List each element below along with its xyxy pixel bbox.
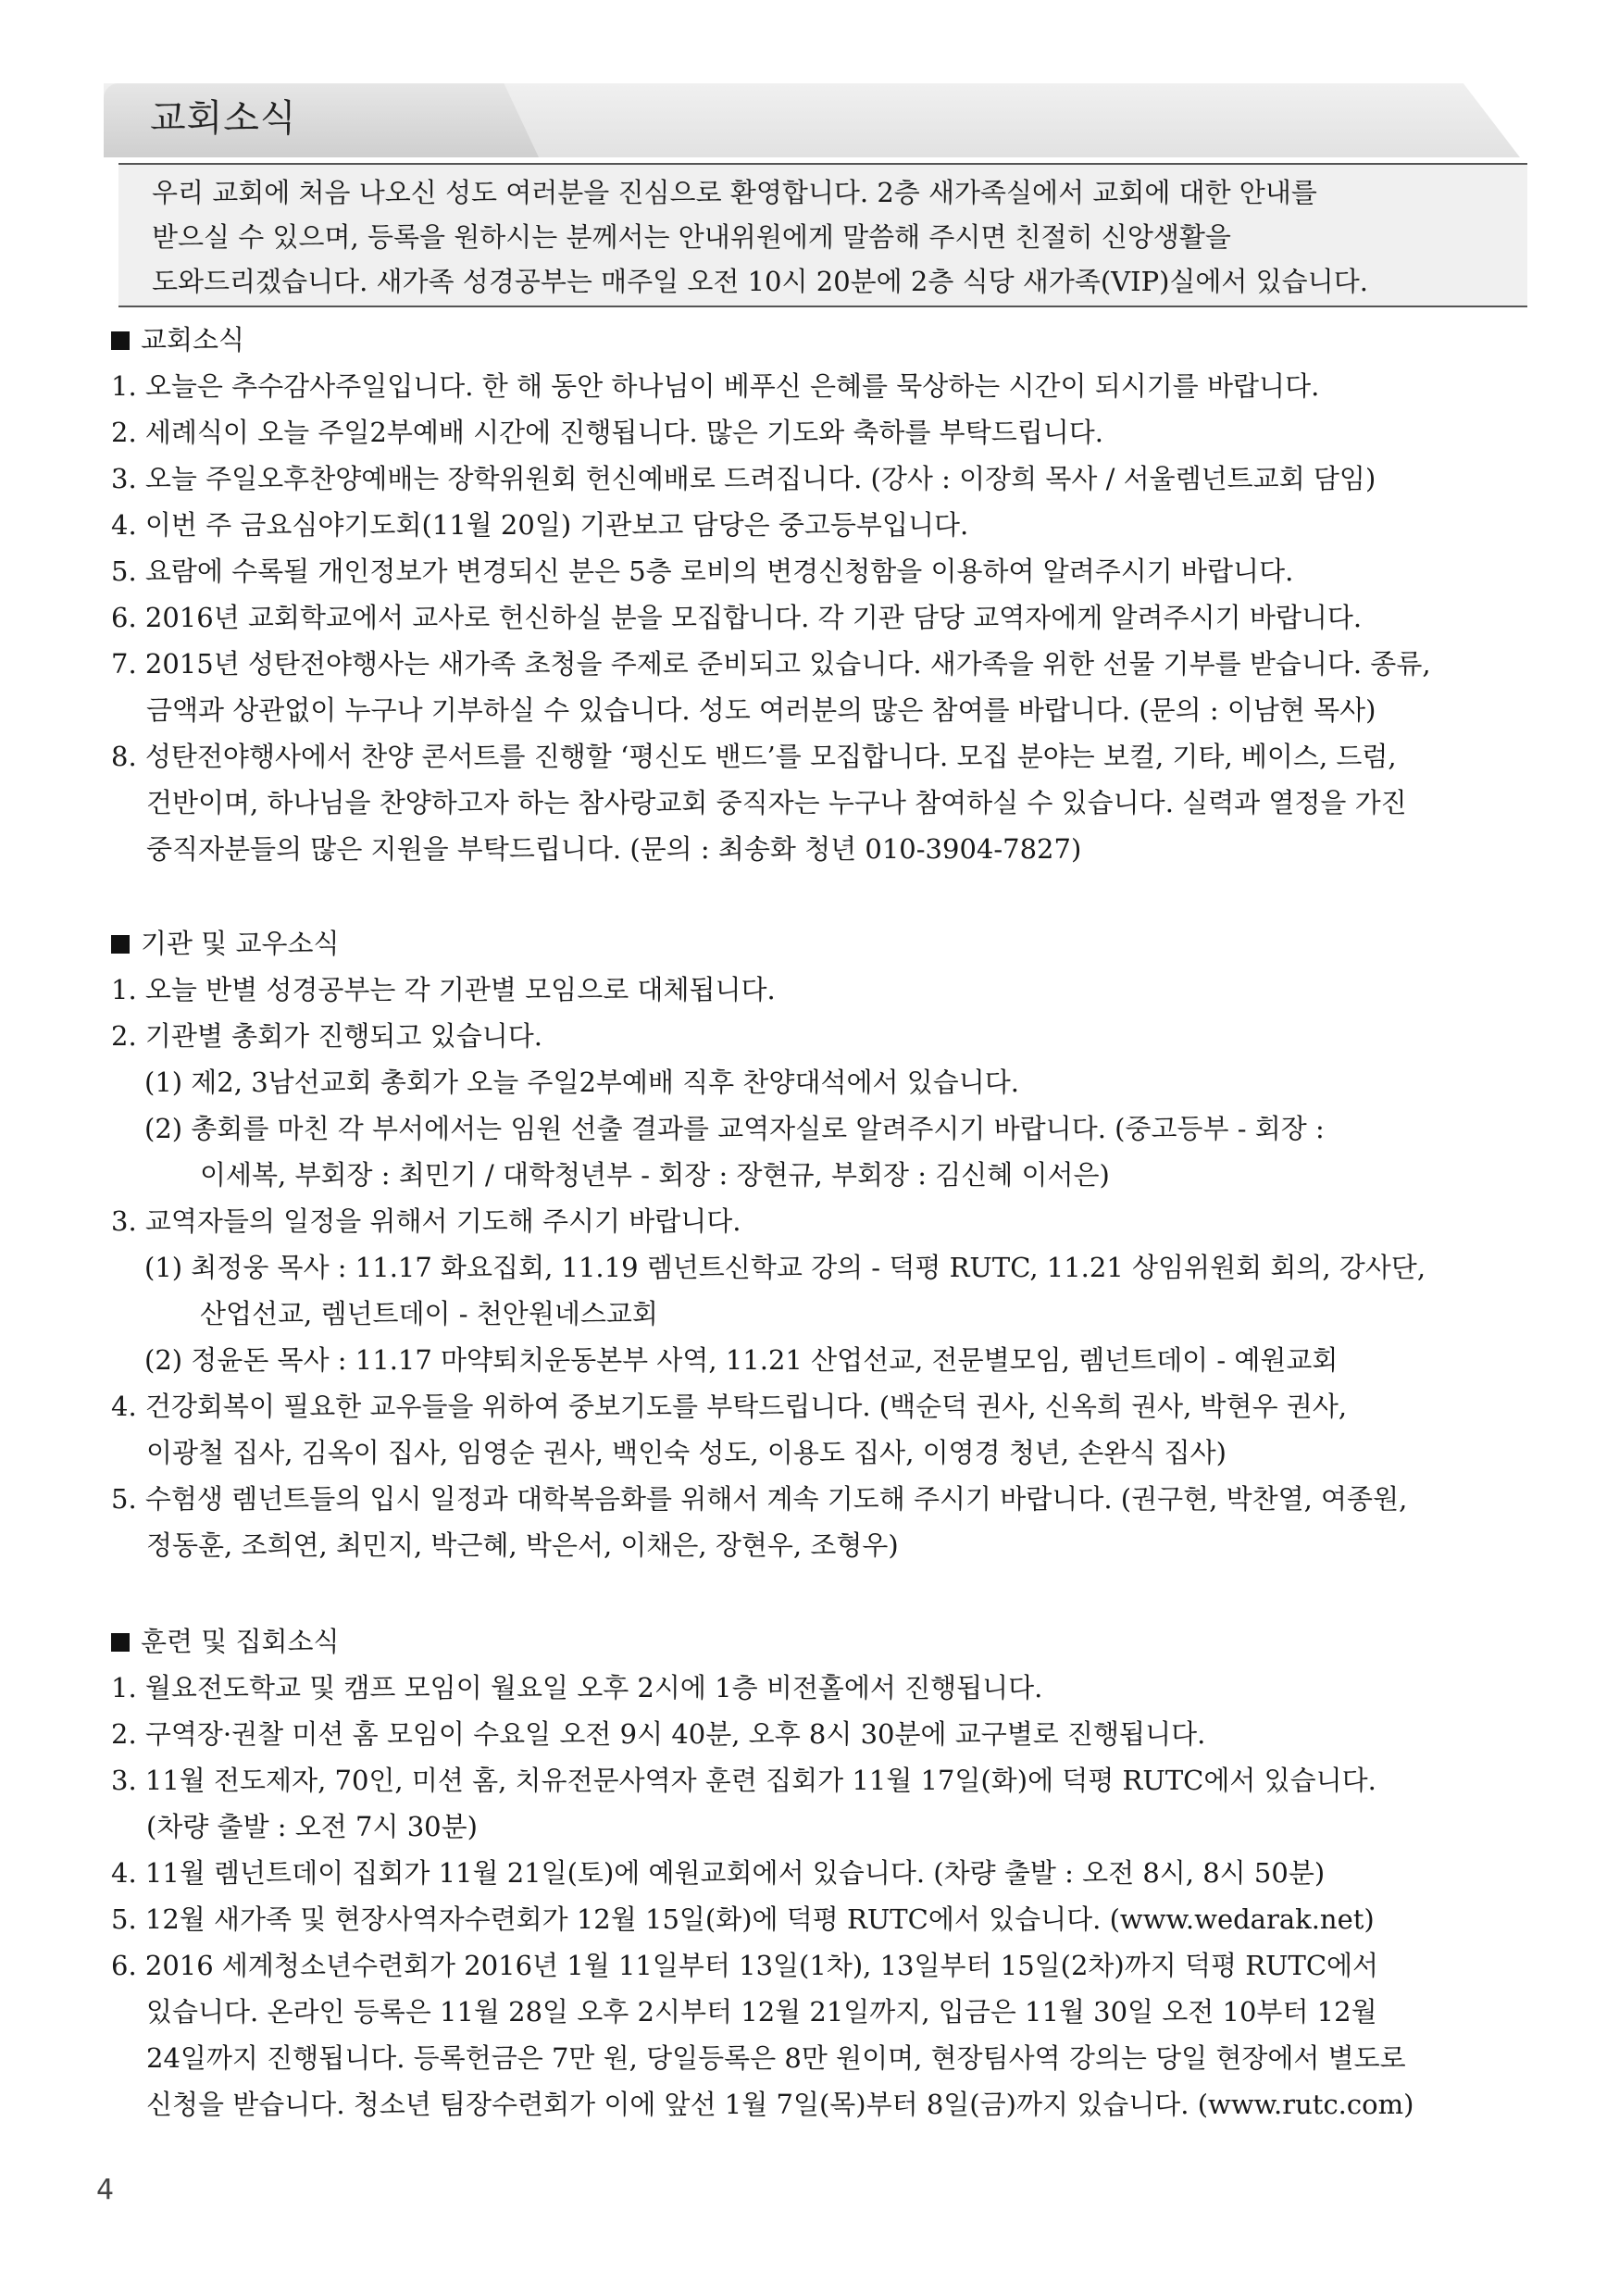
list-item: 4. 건강회복이 필요한 교우들을 위하여 중보기도를 부탁드립니다. (백순덕 권사, 신옥희 권사, 박현우 권사, [111,1391,1348,1422]
list-item: 2. 세례식이 오늘 주일2부예배 시간에 진행됩니다. 많은 기도와 축하를 부탁드립니다. [111,417,1103,448]
section-heading-department-news [111,920,1518,967]
list-item: 5. 요람에 수록될 개인정보가 변경되신 분은 5층 로비의 변경신청함을 이용하여 알려주시기 바랍니다. [111,555,1294,587]
list-item: 6. 2016년 교회학교에서 교사로 헌신하실 분을 모집합니다. 각 기관 담당 교역자에게 알려주시기 바랍니다. [111,602,1363,633]
section-spacer [111,872,1518,920]
intro-text [152,170,1522,304]
list-item: 5. 12월 새가족 및 현장사역자수련회가 12월 15일(화)에 덕평 RUTC에서 있습니다. (www.wedarak.net) [111,1903,1375,1935]
main-content [111,317,1518,2128]
page-title: 교회소식 [150,97,297,140]
sub-list-item: (2) 정윤돈 목사 : 11.17 마약퇴치운동본부 사역, 11.21 산업선교, 전문별모임, 렘넌트데이 - 예원교회 [144,1344,1339,1376]
list-item: 1. 월요전도학교 및 캠프 모임이 월요일 오후 2시에 1층 비전홀에서 진행됩니다. [111,1672,1043,1703]
black-square-bullet-icon [111,935,130,954]
intro-line: 도와드리겠습니다. 새가족 성경공부는 매주일 오전 10시 20분에 2층 식당 새가족(VIP)실에서 있습니다. [152,266,1368,297]
list-item-continuation: 있습니다. 온라인 등록은 11월 28일 오후 2시부터 12월 21일까지, 입금은 11월 30일 오전 10부터 12월 [146,1996,1377,2028]
section-title: 훈련 및 집회소식 [141,1626,340,1657]
list-item: 1. 오늘은 추수감사주일입니다. 한 해 동안 하나님이 베푸신 은혜를 묵상하는 시간이 되시기를 바랍니다. [111,370,1320,402]
list-item: 2. 구역장·권찰 미션 홈 모임이 수요일 오전 9시 40분, 오후 8시 30분에 교구별로 진행됩니다. [111,1718,1206,1750]
section-title: 교회소식 [141,324,245,356]
list-item: 1. 오늘 반별 성경공부는 각 기관별 모임으로 대체됩니다. [111,974,776,1005]
sub-list-item: (1) 최정웅 목사 : 11.17 화요집회, 11.19 렘넌트신학교 강의 - 덕평 RUTC, 11.21 상임위원회 회의, 강사단, [144,1252,1426,1283]
list-item: 3. 교역자들의 일정을 위해서 기도해 주시기 바랍니다. [111,1205,741,1237]
list-item-continuation: 중직자분들의 많은 지원을 부탁드립니다. (문의 : 최송화 청년 010-3904-7827) [146,833,1082,865]
black-square-bullet-icon [111,1633,130,1652]
section-title: 기관 및 교우소식 [141,928,340,959]
list-item: 6. 2016 세계청소년수련회가 2016년 1월 11일부터 13일(1차), 13일부터 15일(2차)까지 덕평 RUTC에서 [111,1950,1379,1981]
page-number: 4 [96,2174,115,2206]
list-item: 3. 오늘 주일오후찬양예배는 장학위원회 헌신예배로 드려집니다. (강사 : 이장희 목사 / 서울렘넌트교회 담임) [111,463,1376,494]
list-item: 3. 11월 전도제자, 70인, 미션 홈, 치유전문사역자 훈련 집회가 11월 17일(화)에 덕평 RUTC에서 있습니다. [111,1765,1376,1796]
intro-line: 우리 교회에 처음 나오신 성도 여러분을 진심으로 환영합니다. 2층 새가족실에서 교회에 대한 안내를 [152,177,1317,208]
list-item: 5. 수험생 렘넌트들의 입시 일정과 대학복음화를 위해서 계속 기도해 주시기 바랍니다. (권구현, 박찬열, 여종원, [111,1483,1408,1515]
list-item-continuation: 신청을 받습니다. 청소년 팀장수련회가 이에 앞선 1월 7일(목)부터 8일(금)까지 있습니다. (www.rutc.com) [146,2089,1414,2120]
intro-line: 받으실 수 있으며, 등록을 원하시는 분께서는 안내위원에게 말씀해 주시면 친절히 신앙생활을 [152,221,1231,253]
list-item-continuation: 금액과 상관없이 누구나 기부하실 수 있습니다. 성도 여러분의 많은 참여를 바랍니다. (문의 : 이남현 목사) [146,694,1376,726]
list-item: 8. 성탄전야행사에서 찬양 콘서트를 진행할 ‘평신도 밴드’를 모집합니다. 모집 분야는 보컬, 기타, 베이스, 드럼, [111,741,1397,772]
list-item: 4. 이번 주 금요심야기도회(11월 20일) 기관보고 담당은 중고등부입니다. [111,509,969,541]
black-square-bullet-icon [111,331,130,350]
list-item-continuation: (차량 출발 : 오전 7시 30분) [146,1811,478,1842]
list-item-continuation: 건반이며, 하나님을 찬양하고자 하는 참사랑교회 중직자는 누구나 참여하실 수 있습니다. 실력과 열정을 가진 [146,787,1407,818]
sub-list-item: (1) 제2, 3남선교회 총회가 오늘 주일2부예배 직후 찬양대석에서 있습니다. [144,1067,1019,1098]
section-heading-training-news [111,1618,1518,1665]
list-item: 4. 11월 렘넌트데이 집회가 11월 21일(토)에 예원교회에서 있습니다. (차량 출발 : 오전 8시, 8시 50분) [111,1857,1326,1889]
section-heading-church-news [111,317,1518,363]
list-item: 7. 2015년 성탄전야행사는 새가족 초청을 주제로 준비되고 있습니다. 새가족을 위한 선물 기부를 받습니다. 종류, [111,648,1431,680]
list-item-continuation: 정동훈, 조희연, 최민지, 박근혜, 박은서, 이채은, 장현우, 조형우) [146,1529,899,1561]
list-item-continuation: 이광철 집사, 김옥이 집사, 임영순 권사, 백인숙 성도, 이용도 집사, 이영경 청년, 손완식 집사) [146,1437,1227,1468]
sub-list-item-continuation: 산업선교, 렘넌트데이 - 천안원네스교회 [200,1298,658,1329]
section-spacer [111,1568,1518,1618]
list-item: 2. 기관별 총회가 진행되고 있습니다. [111,1020,542,1052]
sub-list-item: (2) 총회를 마친 각 부서에서는 임원 선출 결과를 교역자실로 알려주시기 바랍니다. (중고등부 - 회장 : [144,1113,1325,1144]
list-item-continuation: 24일까지 진행됩니다. 등록헌금은 7만 원, 당일등록은 8만 원이며, 현장팀사역 강의는 당일 현장에서 별도로 [146,2042,1406,2074]
sub-list-item-continuation: 이세복, 부회장 : 최민기 / 대학청년부 - 회장 : 장현규, 부회장 : 김신혜 이서은) [200,1159,1110,1191]
